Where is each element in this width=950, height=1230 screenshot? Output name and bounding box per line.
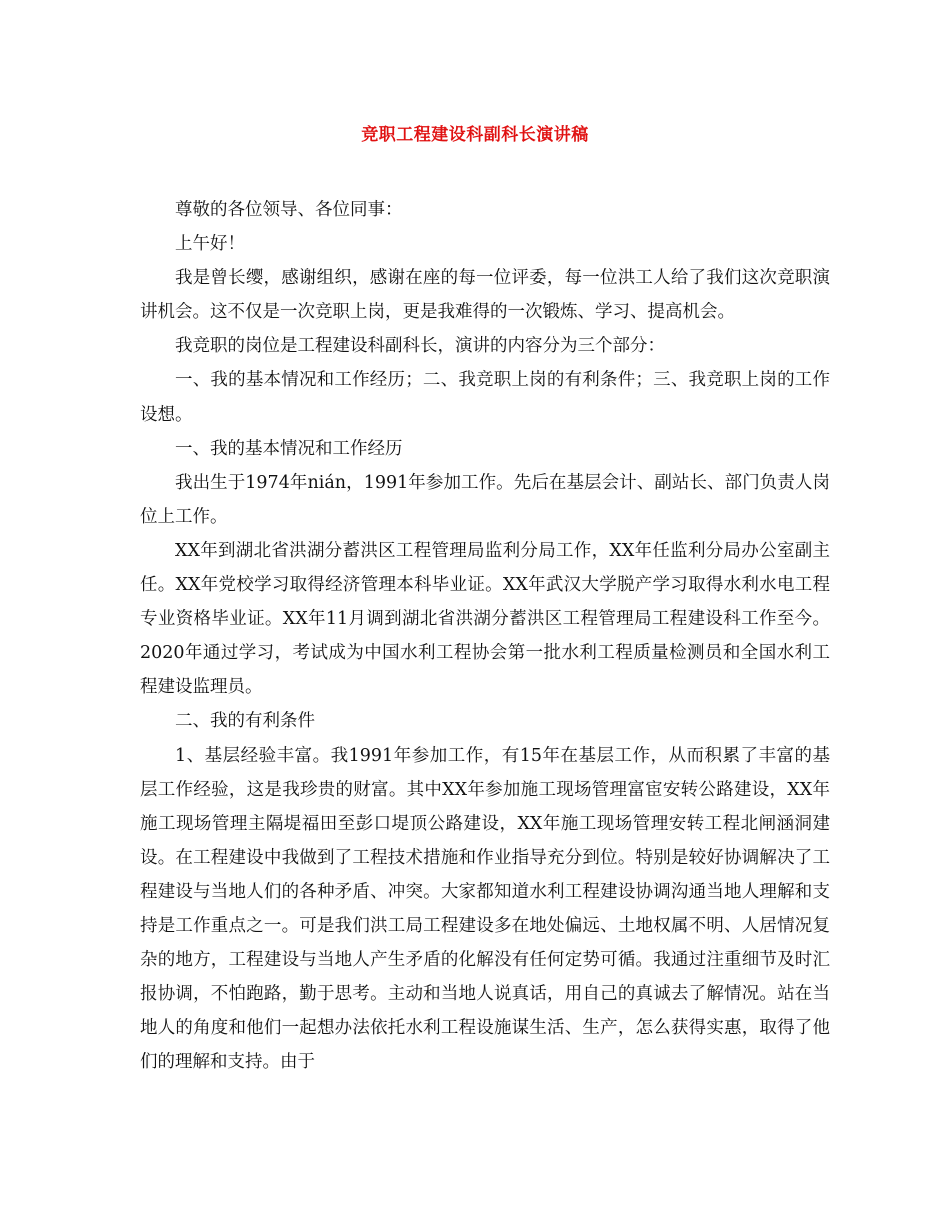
paragraph-career-history: XX年到湖北省洪湖分蓄洪区工程管理局监利分局工作，XX年任监利分局办公室副主任。XX年党校学习取得经济管理本科毕业证。XX年武汉大学脱产学习取得水利水电工程专业资格毕业证。XX年11月调到湖北省洪湖分蓄洪区工程管理局工程建设科工作至今。2020年通过学习，考试成为中国水利工程协会第一批水利工程质量检测员和全国水利工程建设监理员。	[140, 540, 830, 698]
paragraph-salutation: 尊敬的各位领导、各位同事：	[175, 200, 403, 220]
paragraph-grassroots-experience: 1、基层经验丰富。我1991年参加工作，有15年在基层工作，从而积累了丰富的基层工作经验，这是我珍贵的财富。其中XX年参加施工现场管理富宦安转公路建设，XX年施工现场管理主隔堤福田至彭口堤顶公路建设，XX年施工现场管理安转工程北闸涵洞建设。在工程建设中我做到了工程技术措施和作业指导充分到位。特别是较好协调解决了工程建设与当地人们的各种矛盾、冲突。大家都知道水利工程建设协调沟通当地人理解和支持是工作重点之一。可是我们洪工局工程建设多在地处偏远、土地权属不明、人居情况复杂的地方，工程建设与当地人产生矛盾的化解没有任何定势可循。我通过注重细节及时汇报协调，不怕跑路，勤于思考。主动和当地人说真话，用自己的真诚去了解情况。站在当地人的角度和他们一起想办法依托水利工程设施谋生活、生产，怎么获得实惠，取得了他们的理解和支持。由于	[140, 745, 830, 1073]
section-heading-advantages: 二、我的有利条件	[175, 711, 315, 732]
document-body	[140, 193, 830, 1079]
paragraph-position: 我竞职的岗位是工程建设科副科长，演讲的内容分为三个部分：	[175, 336, 665, 357]
section-heading-background: 一、我的基本情况和工作经历	[175, 438, 403, 459]
document-title: 竞职工程建设科副科长演讲稿	[361, 125, 589, 145]
paragraph-birth-work: 我出生于1974年nián，1991年参加工作。先后在基层会计、副站长、部门负责人岗位上工作。	[140, 472, 830, 527]
paragraph-outline: 一、我的基本情况和工作经历；二、我竞职上岗的有利条件；三、我竞职上岗的工作设想。	[140, 370, 830, 425]
paragraph-greeting: 上午好！	[175, 234, 245, 255]
paragraph-introduction: 我是曾长缨，感谢组织，感谢在座的每一位评委，每一位洪工人给了我们这次竞职演讲机会。这不仅是一次竞职上岗，更是我难得的一次锻炼、学习、提高机会。	[140, 268, 830, 323]
